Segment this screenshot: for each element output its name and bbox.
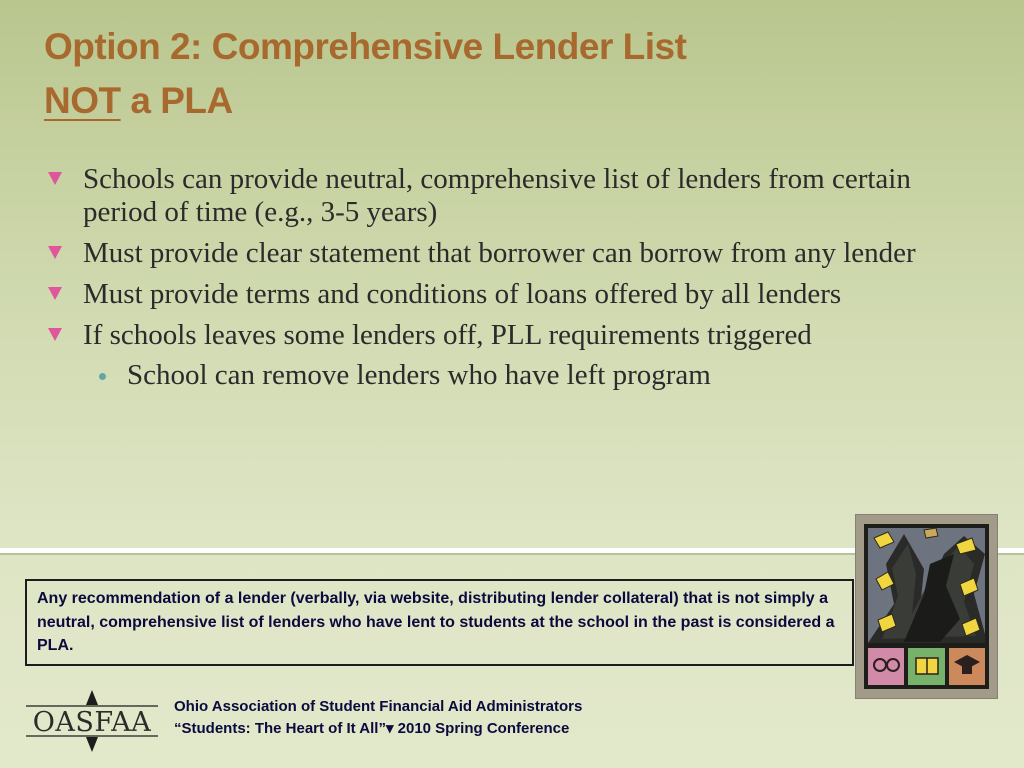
bullet-list — [44, 163, 984, 400]
bullet-text: Schools can provide neutral, comprehensive list of lenders from certain period of time (e.g., 3-5 years) — [83, 163, 911, 228]
callout-box: Any recommendation of a lender (verbally, via website, distributing lender collateral) that is not simply a neutral, comprehensive list of lenders who have lent to students at the school in the past is considered a PLA. — [25, 579, 854, 666]
footer-line-2: “Students: The Heart of It All”▾ 2010 Spring Conference — [174, 720, 570, 737]
slide-title — [44, 20, 686, 128]
bullet-text: Must provide terms and conditions of loans offered by all lenders — [83, 278, 842, 310]
footer-line-1: Ohio Association of Student Financial Aid Administrators — [174, 698, 583, 715]
title-line-1: Option 2: Comprehensive Lender List — [44, 26, 687, 67]
triangle-bullet-icon — [48, 287, 62, 300]
sub-bullet-text: School can remove lenders who have left program — [127, 359, 711, 391]
title-rest: a PLA — [120, 80, 233, 121]
triangle-bullet-icon — [48, 328, 62, 341]
bullet-text: Must provide clear statement that borrower can borrow from any lender — [83, 237, 916, 269]
bullet-item — [44, 237, 984, 270]
logo-text: OASFAA — [32, 707, 152, 738]
oasfaa-logo — [24, 690, 160, 752]
triangle-bullet-icon — [48, 172, 62, 185]
title-line-2 — [44, 74, 686, 128]
books-clipart — [856, 515, 997, 698]
books-artwork-icon — [864, 524, 989, 689]
bullet-item — [44, 163, 984, 229]
bullet-item — [44, 319, 984, 352]
bullet-text: If schools leaves some lenders off, PLL requirements triggered — [83, 319, 812, 351]
sub-bullet-item — [44, 359, 984, 392]
title-not: NOT — [44, 80, 121, 121]
bullet-item — [44, 278, 984, 311]
footer — [174, 696, 582, 740]
triangle-bullet-icon — [48, 246, 62, 259]
dot-bullet-icon — [99, 373, 106, 380]
